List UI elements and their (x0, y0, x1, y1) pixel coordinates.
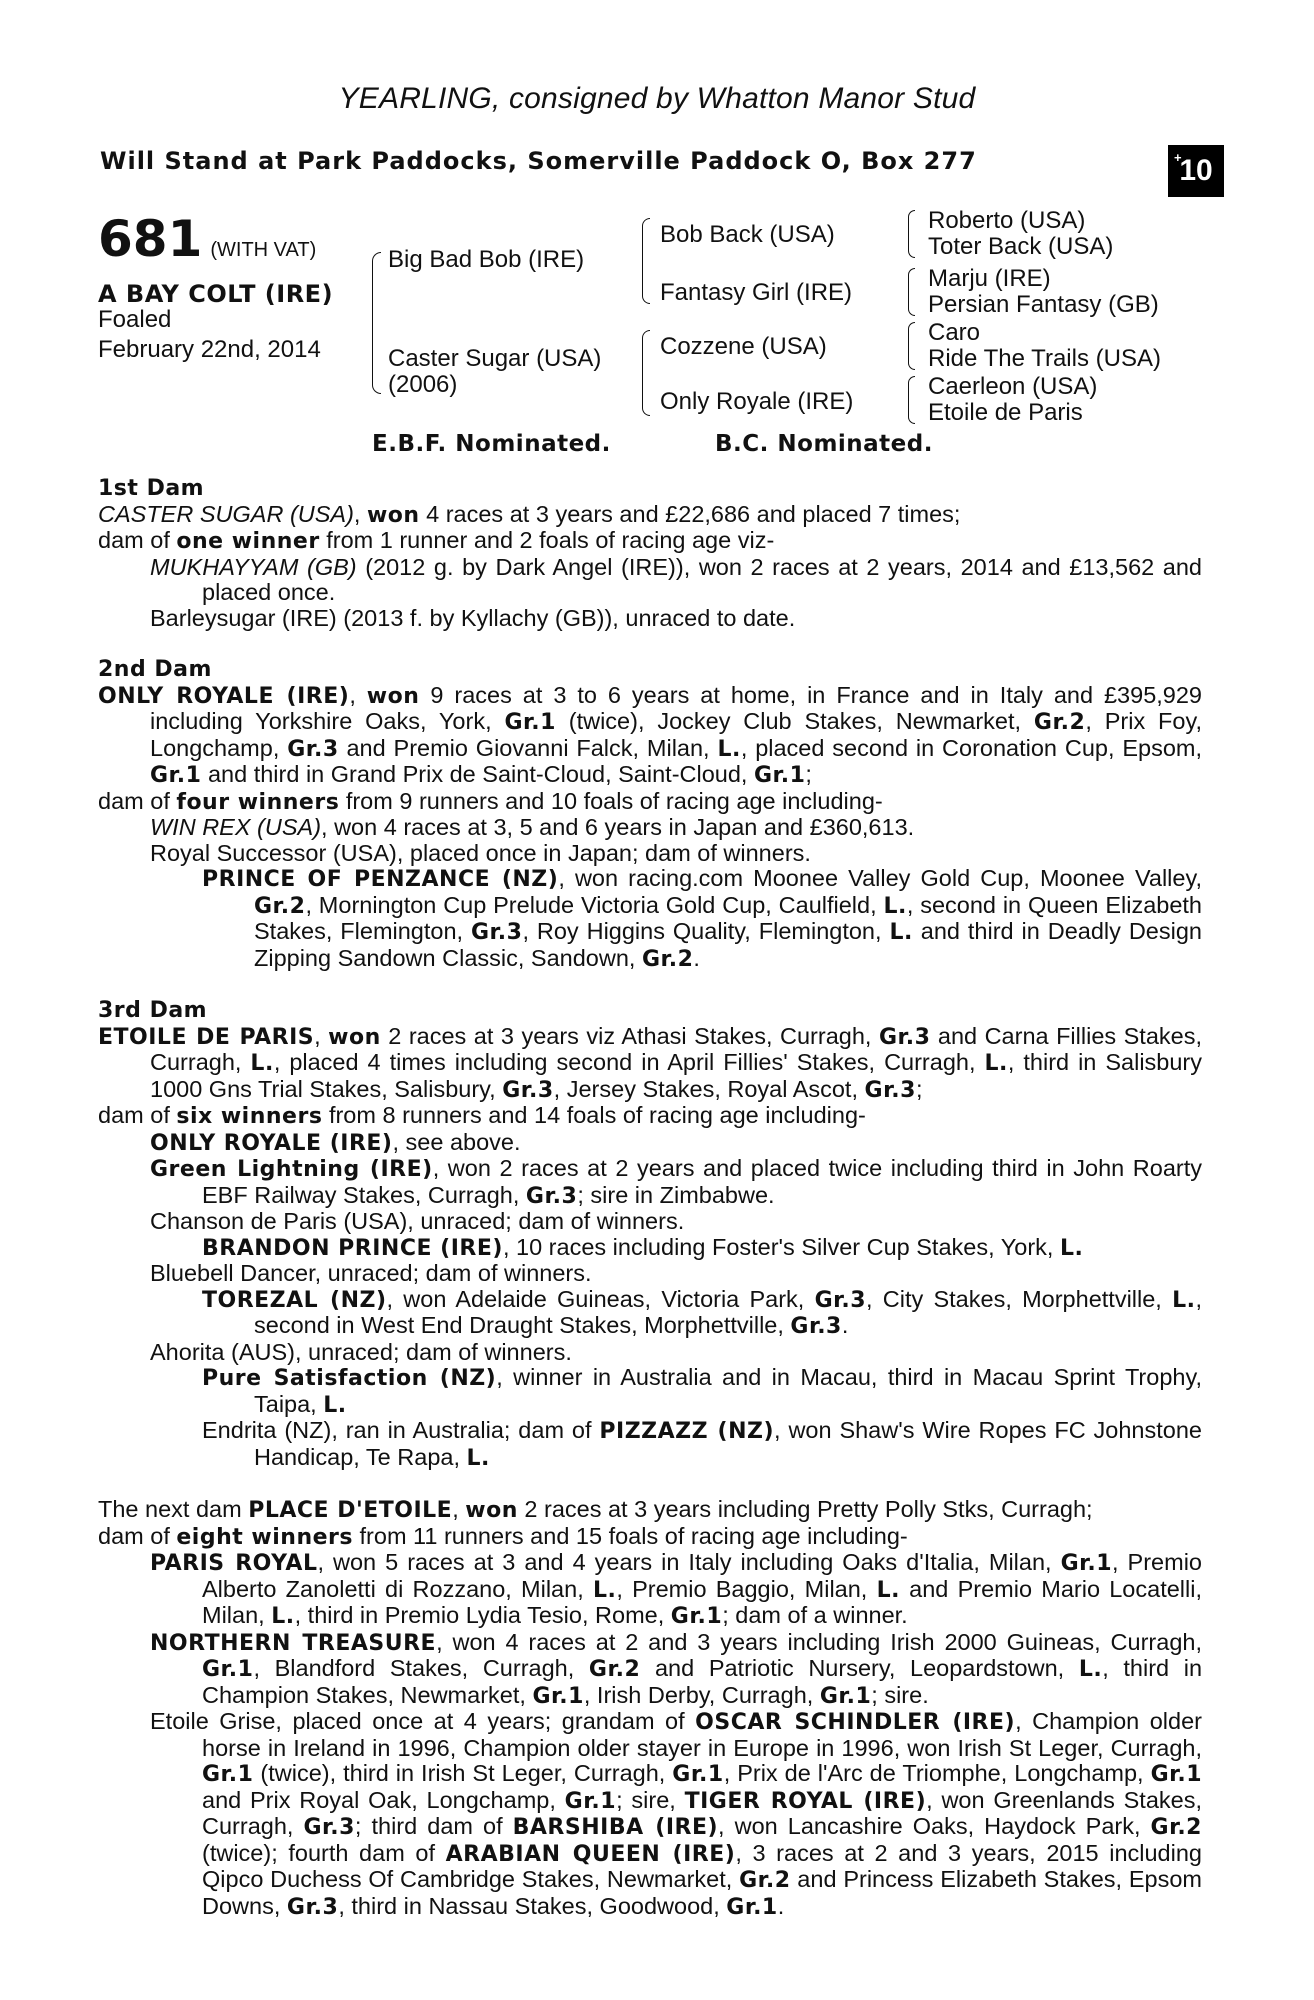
produce-entry: Ahorita (AUS), unraced; dam of winners. (150, 1338, 572, 1365)
pedigree-brace (642, 218, 650, 304)
produce-entry: Chanson de Paris (USA), unraced; dam of winners. (150, 1208, 685, 1234)
next-dam-section (98, 1497, 1202, 1920)
produce-entry: WIN REX (USA), won 4 races at 3, 5 and 6 years in Japan and £360,613. (150, 814, 915, 840)
produce-entry: MUKHAYYAM (GB) (2012 g. by Dark Angel (IRE)), won 2 races at 2 years, 2014 and £13,562 and placed once. (150, 553, 1203, 605)
produce-entry: ONLY ROYALE (IRE), see above. (150, 1128, 521, 1156)
pedigree-brace (908, 322, 915, 370)
pedigree-dsd: Ride The Trails (USA) (928, 345, 1161, 372)
pedigree-dam-year: (2006) (388, 371, 458, 398)
pedigree-dam: Caster Sugar (USA) (388, 345, 602, 372)
second-dam-section (98, 657, 1202, 972)
pedigree-dam-sire: Cozzene (USA) (660, 333, 827, 360)
third-dam-section (98, 998, 1202, 1471)
produce-entry: Bluebell Dancer, unraced; dam of winners. (150, 1260, 592, 1286)
pedigree-brace (372, 252, 381, 394)
pedigree-brace (642, 330, 650, 416)
first-dam-produce-line: dam of one winner from 1 runner and 2 foals of racing age viz- (98, 527, 775, 554)
produce-entry: Etoile Grise, placed once at 4 years; grandam of OSCAR SCHINDLER (IRE), Champion older horse in Ireland in 1996, Champion older stayer in Europe in 1996, won Irish St Leger, Curragh, Gr.1 (twice), third in Irish St Leger, Curragh, Gr.1, Prix de l'Arc de Triomphe, Longchamp, Gr.1 and Prix Royal Oak, Longchamp, Gr.1; sire, TIGER ROYAL (IRE), won Greenlands Stakes, Curragh, Gr.3; third dam of BARSHIBA (IRE), won Lancashire Oaks, Haydock Park, Gr.2 (twice); fourth dam of ARABIAN QUEEN (IRE), 3 races at 2 and 3 years, 2015 including Qipco Duchess Of Cambridge Stakes, Newmarket, Gr.2 and Princess Elizabeth Stakes, Epsom Downs, Gr.3, third in Nassau Stakes, Goodwood, Gr.1. (150, 1708, 1202, 1920)
produce-entry: Green Lightning (IRE), won 2 races at 2 years and placed twice including third in John Roarty EBF Railway Stakes, Curragh, Gr.3; sire in Zimbabwe. (150, 1155, 1202, 1209)
third-dam-line: ETOILE DE PARIS, won 2 races at 3 years viz Athasi Stakes, Curragh, Gr.3 and Carna Fillies Stakes, Curragh, L., placed 4 times including second in April Fillies' Stakes, Curragh, L., third in Salisbury 1000 Gns Trial Stakes, Salisbury, Gr.3, Jersey Stakes, Royal Ascot, Gr.3; (98, 1022, 1203, 1103)
produce-entry: TOREZAL (NZ), won Adelaide Guineas, Victoria Park, Gr.3, City Stakes, Morphettville, L., second in West End Draught Stakes, Morphettville, Gr.3. (202, 1285, 1202, 1339)
produce-entry: Endrita (NZ), ran in Australia; dam of PIZZAZZ (NZ), won Shaw's Wire Ropes FC Johnstone Handicap, Te Rapa, L. (202, 1417, 1202, 1471)
pedigree-dds: Caerleon (USA) (928, 373, 1098, 400)
pedigree-brace (908, 376, 915, 424)
produce-entry: NORTHERN TREASURE, won 4 races at 2 and 3 years including Irish 2000 Guineas, Curragh, Gr.1, Blandford Stakes, Curragh, Gr.2 and Patriotic Nursery, Leopardstown, L., third in Champion Stakes, Newmarket, Gr.1, Irish Derby, Curragh, Gr.1; sire. (150, 1628, 1203, 1709)
page-title: YEARLING, consigned by Whatton Manor Stud (338, 82, 976, 115)
foaled-label: Foaled (98, 306, 172, 333)
produce-entry: Barleysugar (IRE) (2013 f. by Kyllachy (GB)), unraced to date. (150, 604, 796, 631)
produce-entry: Pure Satisfaction (NZ), winner in Australia and in Macau, third in Macau Sprint Trophy, Taipa, L. (202, 1364, 1203, 1418)
second-dam-produce-line: dam of four winners from 9 runners and 10 foals of racing age including- (98, 787, 883, 815)
badge-number: 10 (1179, 154, 1213, 187)
produce-entry: Royal Successor (USA), placed once in Japan; dam of winners. (150, 839, 811, 866)
pedigree-sire-dam: Fantasy Girl (IRE) (660, 279, 853, 306)
ebf-nominated: E.B.F. Nominated. (372, 431, 611, 457)
produce-entry: PARIS ROYAL, won 5 races at 3 and 4 years in Italy including Oaks d'Italia, Milan, Gr.1, Premio Alberto Zanoletti di Rozzano, Milan, L., Premio Baggio, Milan, L. and Premio Mario Locatelli, Milan, L., third in Premio Lydia Tesio, Rome, Gr.1; dam of a winner. (150, 1549, 1202, 1629)
pedigree-sire: Big Bad Bob (IRE) (388, 246, 585, 273)
lot-badge (1168, 145, 1224, 197)
pedigree-dam-dam: Only Royale (IRE) (660, 388, 854, 415)
first-dam-line: CASTER SUGAR (USA), won 4 races at 3 years and £22,686 and placed 7 times; (98, 500, 961, 528)
badge-plus: + (1174, 150, 1182, 165)
pedigree-ssd: Toter Back (USA) (928, 233, 1114, 260)
lot-number-value: 681 (98, 210, 203, 268)
pedigree-ddd: Etoile de Paris (928, 399, 1083, 426)
foaled-date: February 22nd, 2014 (98, 336, 321, 363)
bc-nominated: B.C. Nominated. (715, 431, 933, 457)
next-dam-produce-line: dam of eight winners from 11 runners and 15 foals of racing age including- (98, 1522, 908, 1550)
stand-location: Will Stand at Park Paddocks, Somerville Paddock O, Box 277 (100, 147, 977, 175)
produce-entry: PRINCE OF PENZANCE (NZ), won racing.com Moonee Valley Gold Cup, Moonee Valley, Gr.2, Mornington Cup Prelude Victoria Gold Cup, Caulfield, L., second in Queen Elizabeth Stakes, Flemington, Gr.3, Roy Higgins Quality, Flemington, L. and third in Deadly Design Zipping Sandown Classic, Sandown, Gr.2. (202, 865, 1203, 972)
pedigree-sdd: Persian Fantasy (GB) (928, 291, 1159, 318)
second-dam-title: 2nd Dam (98, 657, 212, 682)
pedigree-brace (908, 268, 915, 316)
pedigree-sds: Marju (IRE) (928, 265, 1051, 292)
vat-note: (WITH VAT) (210, 239, 317, 261)
foaled-info (98, 305, 321, 365)
pedigree-brace (908, 210, 915, 258)
third-dam-produce-line: dam of six winners from 8 runners and 14 foals of racing age including- (98, 1102, 866, 1129)
pedigree-sss: Roberto (USA) (928, 207, 1086, 234)
first-dam-title: 1st Dam (98, 476, 205, 501)
third-dam-title: 3rd Dam (98, 998, 208, 1023)
produce-entry: BRANDON PRINCE (IRE), 10 races including Foster's Silver Cup Stakes, York, L. (202, 1233, 1084, 1261)
next-dam-line: The next dam PLACE D'ETOILE, won 2 races at 3 years including Pretty Polly Stks, Curragh; (98, 1496, 1093, 1523)
lot-number (98, 210, 316, 268)
pedigree-dss: Caro (928, 319, 981, 346)
catalogue-body (98, 476, 1202, 1946)
pedigree-sire-sire: Bob Back (USA) (660, 221, 835, 248)
horse-name: A BAY COLT (IRE) (98, 280, 334, 308)
second-dam-line: ONLY ROYALE (IRE), won 9 races at 3 to 6 years at home, in France and in Italy and £395,929 including Yorkshire Oaks, York, Gr.1 (twice), Jockey Club Stakes, Newmarket, Gr.2, Prix Foy, Longchamp, Gr.3 and Premio Giovanni Falck, Milan, L., placed second in Coronation Cup, Epsom, Gr.1 and third in Grand Prix de Saint-Cloud, Saint-Cloud, Gr.1; (98, 681, 1203, 788)
first-dam-section (98, 476, 1202, 631)
